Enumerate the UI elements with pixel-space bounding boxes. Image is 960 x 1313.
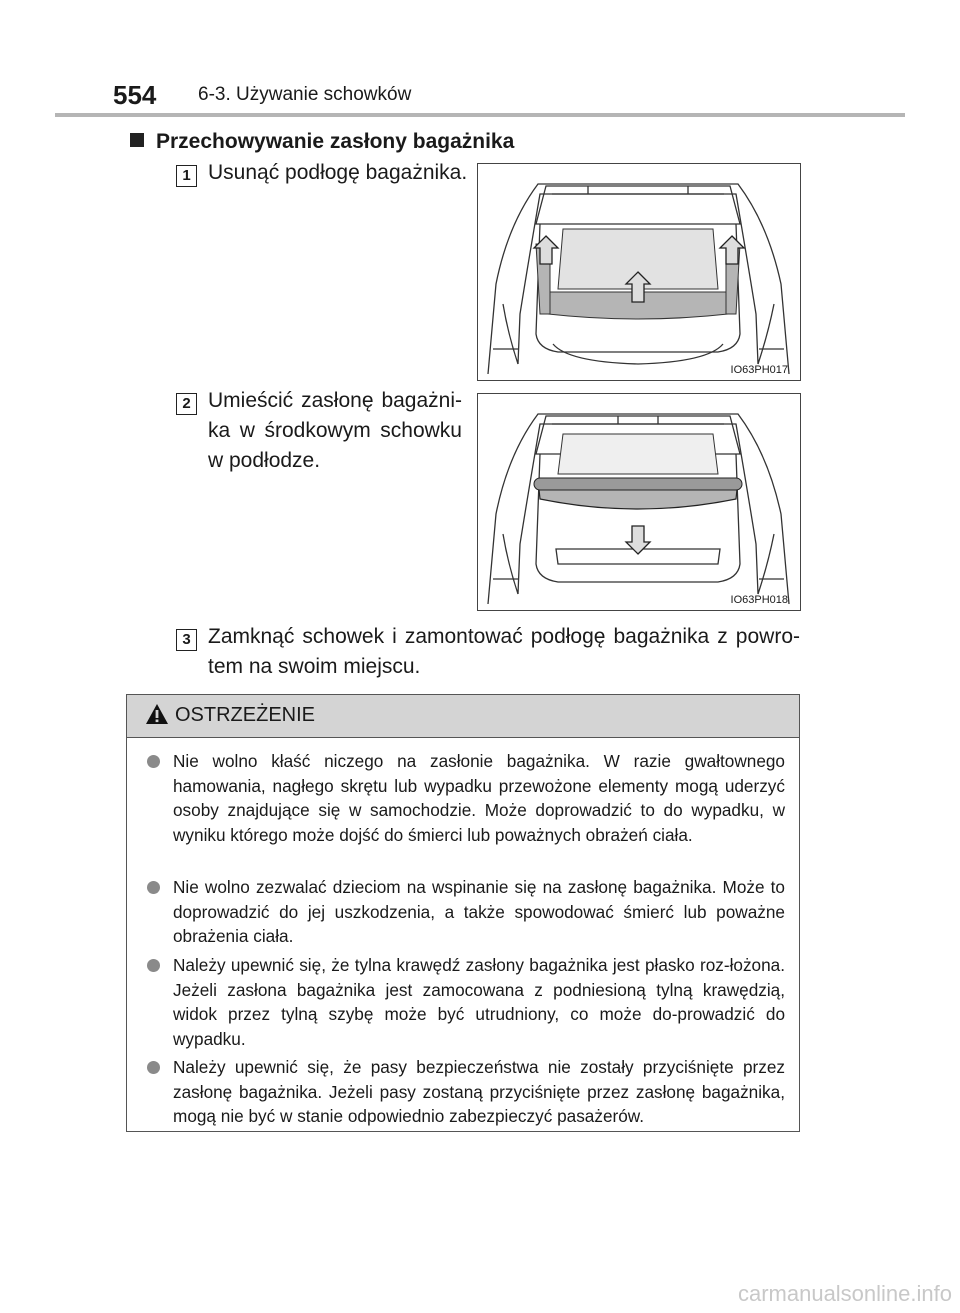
bullet-icon bbox=[147, 959, 160, 972]
figure-trunk-store-cover bbox=[477, 393, 801, 611]
trunk-illustration-2 bbox=[478, 394, 799, 609]
warning-item-text: Należy upewnić się, że pasy bezpieczeństwa nie zostały przyciśnięte przez zasłonę bagażnika. Jeżeli pasy zostaną przyciśnięte przez zasłonę bagażnika, mogą nie być w stanie odpowiednio zabezpieczyć pasażerów. bbox=[173, 1057, 785, 1126]
warning-item bbox=[147, 875, 785, 951]
section-title: 6-3. Używanie schowków bbox=[198, 84, 412, 105]
trunk-illustration-1 bbox=[478, 164, 799, 379]
bullet-icon bbox=[147, 755, 160, 768]
step-3-text bbox=[208, 622, 800, 682]
warning-header bbox=[127, 695, 799, 738]
page-number: 554 bbox=[113, 80, 157, 110]
bullet-icon bbox=[147, 881, 160, 894]
subheading-text: Przechowywanie zasłony bagażnika bbox=[156, 130, 515, 153]
warning-triangle-icon bbox=[145, 702, 169, 726]
bullet-icon bbox=[147, 1061, 160, 1074]
square-bullet-icon bbox=[130, 133, 144, 147]
warning-item bbox=[147, 749, 785, 874]
figure-id-2: IO63PH018 bbox=[730, 594, 788, 606]
figure-trunk-remove-floor bbox=[477, 163, 801, 381]
step-badge-2: 2 bbox=[176, 393, 197, 415]
step-3-line: tem na swoim miejscu. bbox=[208, 655, 421, 678]
warning-box bbox=[126, 694, 800, 1132]
step-1-line: Usunąć podłogę bagażnika. bbox=[208, 161, 468, 184]
step-badge-3: 3 bbox=[176, 629, 197, 651]
step-1-text bbox=[208, 158, 468, 188]
warning-item bbox=[147, 1055, 785, 1131]
header-rule bbox=[55, 113, 905, 117]
step-2-line: w podłodze. bbox=[208, 449, 321, 472]
warning-item-text: Nie wolno kłaść niczego na zasłonie bagażnika. W razie gwałtownego hamowania, nagłego skrętu lub wypadku przewożone elementy mogą uderzyć osoby znajdujące się w samochodzie. Może doprowadzić to do wypadku, w wyniku którego może dojść do śmierci lub poważnych obrażeń ciała. bbox=[173, 751, 785, 845]
warning-item-text: Nie wolno zezwalać dzieciom na wspinanie się na zasłonę bagażnika. Może to doprowadzić do jej uszkodzenia, a także spowodować śmierć lub poważne obrażenia ciała. bbox=[173, 877, 785, 946]
step-2-line: ka w środkowym schowku bbox=[208, 419, 462, 442]
step-3-line: Zamknąć schowek i zamontować podłogę bagażnika z powro- bbox=[208, 625, 800, 648]
warning-item bbox=[147, 953, 785, 1053]
step-badge-1: 1 bbox=[176, 165, 197, 187]
subheading bbox=[130, 130, 514, 154]
step-2-text bbox=[208, 386, 462, 476]
warning-title: OSTRZEŻENIE bbox=[175, 704, 316, 726]
step-2-line: Umieścić zasłonę bagażni- bbox=[208, 389, 462, 412]
watermark: carmanualsonline.info bbox=[737, 1281, 952, 1306]
figure-id-1: IO63PH017 bbox=[730, 364, 788, 376]
warning-item-text: Należy upewnić się, że tylna krawędź zasłony bagażnika jest płasko roz-łożona. Jeżeli zasłona bagażnika jest zamocowana z podniesioną tylną krawędzią, widok przez tylną szybę może być utrudniony, co może do-prowadzić do wypadku. bbox=[173, 955, 785, 1049]
